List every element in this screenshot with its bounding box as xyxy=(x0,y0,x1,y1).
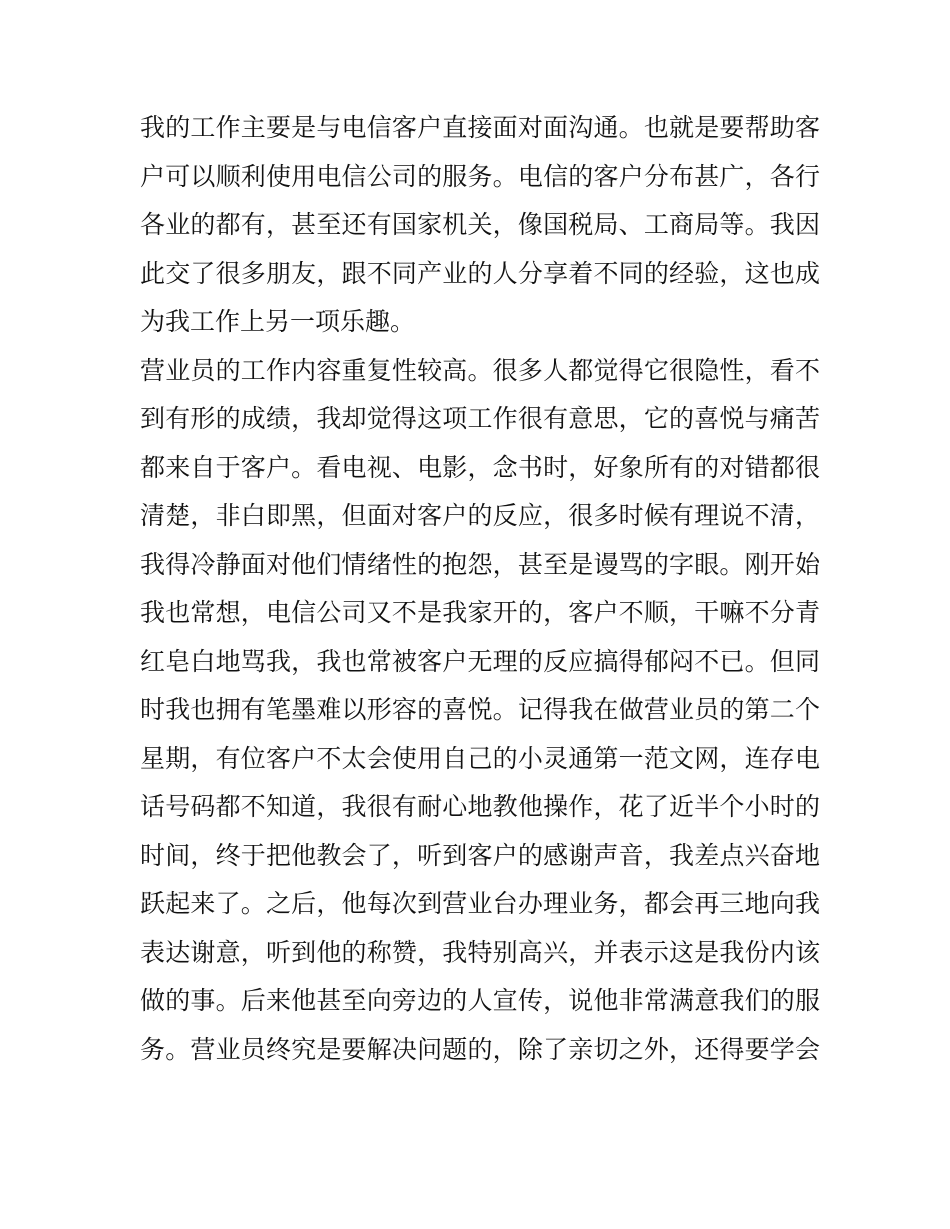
text-line: 各业的都有，甚至还有国家机关，像国税局、工商局等。我因 xyxy=(140,210,820,239)
paragraph-2 xyxy=(140,347,820,1075)
text-line: 做的事。后来他甚至向旁边的人宣传，说他非常满意我们的服 xyxy=(140,986,820,1015)
text-line: 为我工作上另一项乐趣。 xyxy=(140,307,416,336)
text-line: 到有形的成绩，我却觉得这项工作很有意思，它的喜悦与痛苦 xyxy=(140,404,820,433)
text-line: 红皂白地骂我，我也常被客户无理的反应搞得郁闷不已。但同 xyxy=(140,646,820,676)
text-line: 都来自于客户。看电视、电影，念书时，好象所有的对错都很 xyxy=(140,452,820,482)
text-line: 我得冷静面对他们情绪性的抱怨，甚至是谩骂的字眼。刚开始 xyxy=(140,549,820,579)
text-line: 时我也拥有笔墨难以形容的喜悦。记得我在做营业员的第二个 xyxy=(140,695,820,724)
text-line: 户可以顺利使用电信公司的服务。电信的客户分布甚广，各行 xyxy=(140,161,820,191)
text-line: 时间，终于把他教会了，听到客户的感谢声音，我差点兴奋地 xyxy=(140,840,820,870)
text-line: 务。营业员终究是要解决问题的，除了亲切之外，还得要学会 xyxy=(140,1034,820,1064)
document-body xyxy=(140,104,820,1074)
text-line: 清楚，非白即黑，但面对客户的反应，很多时候有理说不清， xyxy=(140,501,820,530)
text-line: 星期，有位客户不太会使用自己的小灵通第一范文网，连存电 xyxy=(140,743,820,773)
text-line: 话号码都不知道，我很有耐心地教他操作，花了近半个小时的 xyxy=(140,792,820,821)
text-line: 我的工作主要是与电信客户直接面对面沟通。也就是要帮助客 xyxy=(140,113,820,142)
text-line: 我也常想，电信公司又不是我家开的，客户不顺，干嘛不分青 xyxy=(140,598,820,627)
text-line: 营业员的工作内容重复性较高。很多人都觉得它很隐性，看不 xyxy=(140,355,820,385)
text-line: 此交了很多朋友，跟不同产业的人分享着不同的经验，这也成 xyxy=(140,258,820,288)
text-line: 表达谢意，听到他的称赞，我特别高兴，并表示这是我份内该 xyxy=(140,937,820,967)
text-line: 跃起来了。之后，他每次到营业台办理业务，都会再三地向我 xyxy=(140,889,820,918)
paragraph-1 xyxy=(140,104,820,347)
